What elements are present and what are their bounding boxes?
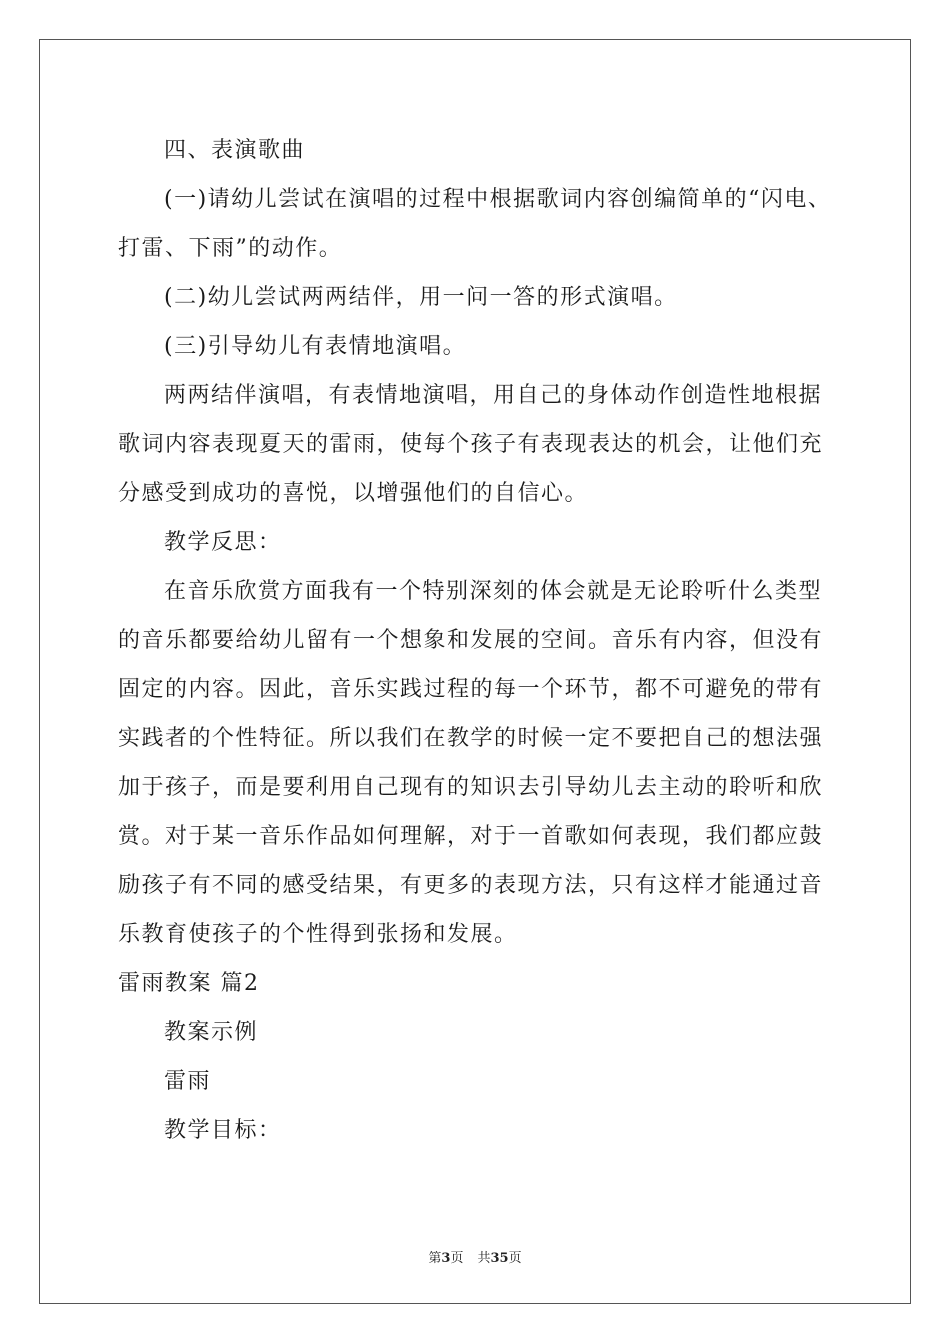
text-line: 四、表演歌曲 — [164, 138, 306, 163]
section-heading: 教学目标： — [164, 1118, 282, 1143]
text-line: 励孩子有不同的感受结果，有更多的表现方法，只有这样才能通过音 — [118, 873, 824, 898]
text-line: (一)请幼儿尝试在演唱的过程中根据歌词内容创编简单的“闪电、 — [164, 187, 832, 212]
total-pages: 35 — [490, 1251, 509, 1266]
text-line: 的音乐都要给幼儿留有一个想象和发展的空间。音乐有内容，但没有 — [118, 628, 824, 653]
text-line: 乐教育使孩子的个性得到张扬和发展。 — [118, 922, 518, 947]
text-line: 歌词内容表现夏天的雷雨，使每个孩子有表现表达的机会，让他们充 — [118, 432, 824, 457]
text-line: 分感受到成功的喜悦，以增强他们的自信心。 — [118, 481, 589, 506]
text-line: (二)幼儿尝试两两结伴，用一问一答的形式演唱。 — [164, 285, 678, 310]
text-line: (三)引导幼儿有表情地演唱。 — [164, 334, 467, 359]
page-footer — [0, 1247, 950, 1266]
text-line: 教案示例 — [164, 1020, 259, 1045]
total-suffix: 页 — [508, 1251, 522, 1266]
section-heading: 教学反思： — [164, 530, 282, 555]
document-body — [118, 126, 838, 1155]
text-line: 加于孩子，而是要利用自己现有的知识去引导幼儿去主动的聆听和欣 — [118, 775, 824, 800]
text-line: 打雷、下雨”的动作。 — [118, 236, 343, 261]
page-number: 3 — [441, 1251, 451, 1266]
text-line: 雷雨 — [164, 1069, 212, 1094]
chapter-title: 雷雨教案 篇2 — [118, 971, 260, 996]
text-line: 固定的内容。因此，音乐实践过程的每一个环节，都不可避免的带有 — [118, 677, 824, 702]
text-line: 两两结伴演唱，有表情地演唱，用自己的身体动作创造性地根据 — [164, 383, 823, 408]
page-suffix: 页 — [450, 1251, 464, 1266]
text-line: 赏。对于某一音乐作品如何理解，对于一首歌如何表现，我们都应鼓 — [118, 824, 824, 849]
text-line: 实践者的个性特征。所以我们在教学的时候一定不要把自己的想法强 — [118, 726, 824, 751]
total-prefix: 共 — [477, 1251, 491, 1266]
page-prefix: 第 — [428, 1251, 442, 1266]
text-line: 在音乐欣赏方面我有一个特别深刻的体会就是无论聆听什么类型 — [164, 579, 823, 604]
